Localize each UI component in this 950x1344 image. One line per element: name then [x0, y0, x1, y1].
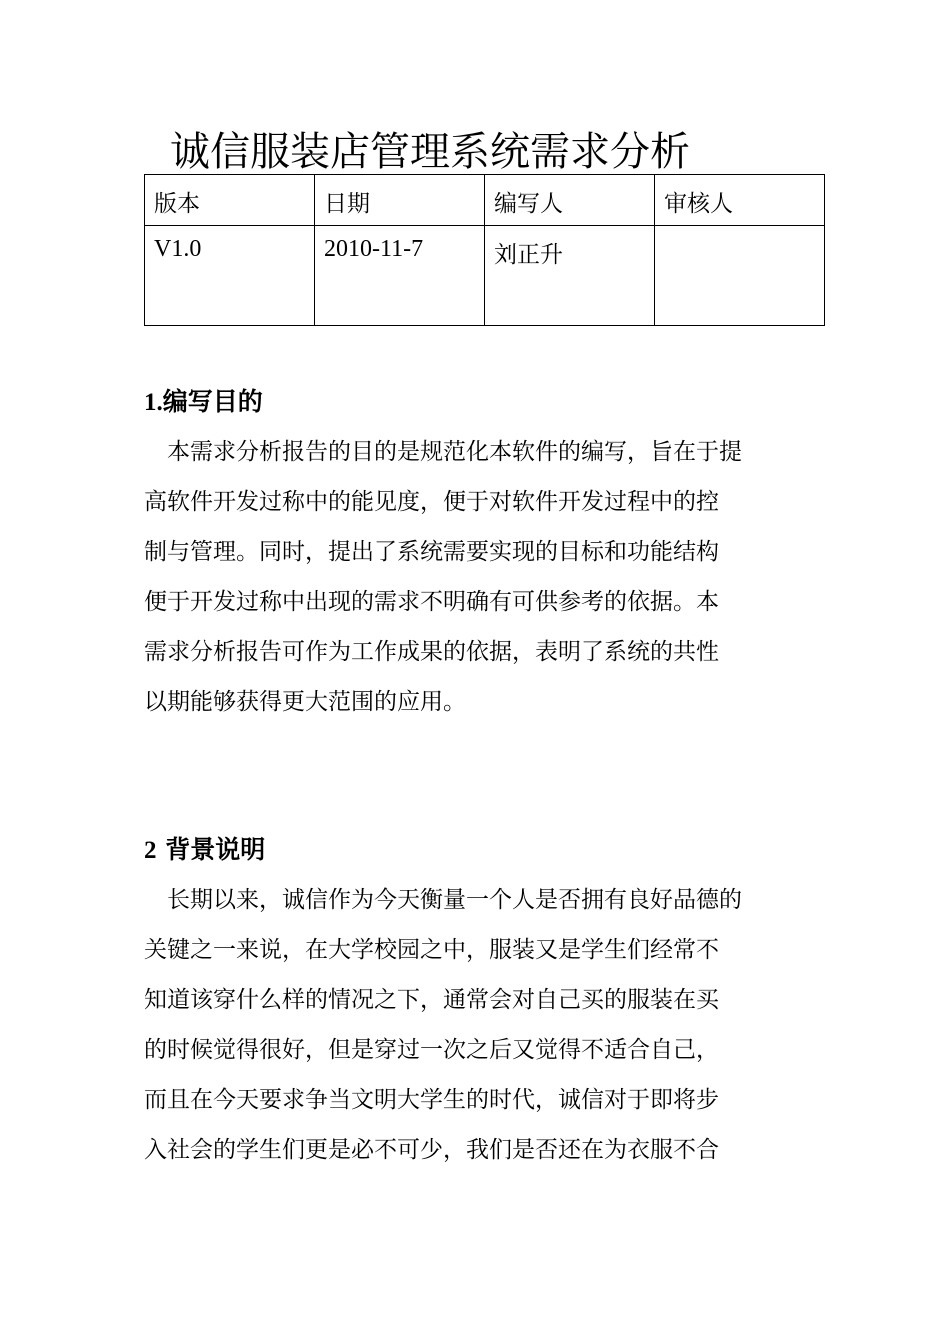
- paragraph-line: 的时候觉得很好，但是穿过一次之后又觉得不适合自己，: [144, 1037, 719, 1063]
- version-table: [144, 174, 825, 326]
- paragraph-line: 而且在今天要求争当文明大学生的时代，诚信对于即将步: [144, 1087, 719, 1113]
- header-version: 版本: [145, 175, 315, 226]
- paragraph-line: 高软件开发过称中的能见度，便于对软件开发过程中的控: [144, 489, 719, 515]
- header-author: 编写人: [485, 175, 655, 226]
- paragraph-line: 入社会的学生们更是必不可少，我们是否还在为衣服不合: [144, 1137, 719, 1163]
- paragraph-line: 需求分析报告可作为工作成果的依据，表明了系统的共性: [144, 639, 719, 665]
- section-2-number: 2: [144, 837, 157, 864]
- section-2-title: 背景说明: [165, 835, 266, 864]
- section-2-heading: [144, 834, 265, 867]
- cell-date: 2010-11-7: [315, 226, 485, 326]
- document-title: 诚信服装店管理系统需求分析: [170, 129, 690, 175]
- section-1-paragraph: [144, 427, 824, 727]
- header-date: 日期: [315, 175, 485, 226]
- section-2-paragraph: [144, 875, 824, 1175]
- paragraph-line: 制与管理。同时，提出了系统需要实现的目标和功能结构: [144, 539, 719, 565]
- cell-author: 刘正升: [485, 226, 655, 326]
- cell-version: V1.0: [145, 226, 315, 326]
- paragraph-line: 本需求分析报告的目的是规范化本软件的编写，旨在于提: [167, 439, 742, 465]
- paragraph-line: 以期能够获得更大范围的应用。: [144, 689, 466, 715]
- cell-reviewer: [655, 226, 825, 326]
- paragraph-line: 关键之一来说，在大学校园之中，服装又是学生们经常不: [144, 937, 719, 963]
- paragraph-line: 便于开发过称中出现的需求不明确有可供参考的依据。本: [144, 589, 719, 615]
- paragraph-line: 长期以来，诚信作为今天衡量一个人是否拥有良好品德的: [167, 887, 742, 913]
- table-row: [145, 226, 825, 326]
- section-1-title: 编写目的: [162, 387, 263, 416]
- section-1-number: 1.: [144, 389, 163, 416]
- table-header-row: [145, 175, 825, 226]
- header-reviewer: 审核人: [655, 175, 825, 226]
- paragraph-line: 知道该穿什么样的情况之下，通常会对自己买的服装在买: [144, 987, 719, 1013]
- section-1-heading: [144, 386, 263, 419]
